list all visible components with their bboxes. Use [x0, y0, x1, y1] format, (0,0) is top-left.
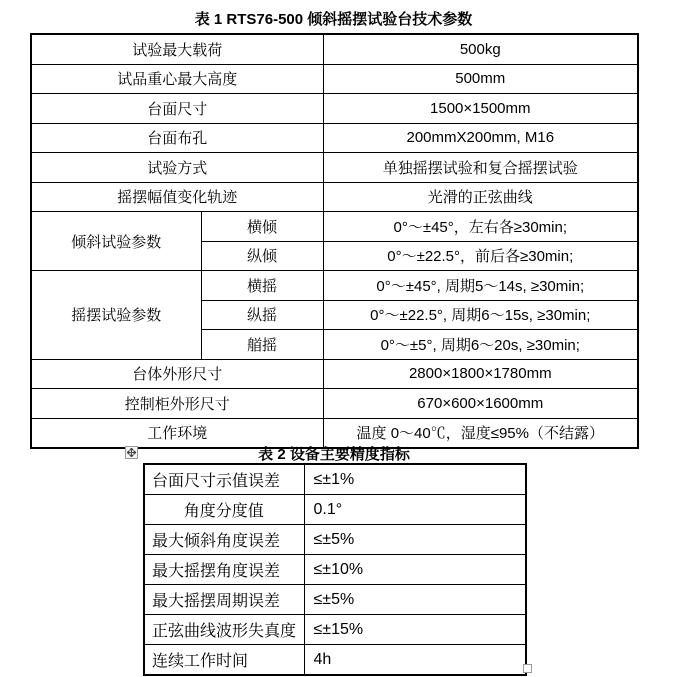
- indicator-value-cell: ≤±5%: [304, 585, 526, 615]
- table-row: [31, 389, 638, 419]
- param-group-cell: 倾斜试验参数: [31, 212, 201, 271]
- indicator-label-cell: 台面尺寸示值误差: [144, 464, 304, 495]
- param-value-cell: 1500×1500mm: [323, 94, 638, 124]
- table-row: [31, 94, 638, 124]
- table2-title: 表 2 设备主要精度指标: [258, 446, 410, 463]
- technical-parameters-table: [30, 33, 639, 449]
- param-label-cell: 摇摆幅值变化轨迹: [31, 182, 323, 212]
- table-row: [31, 34, 638, 64]
- param-label-cell: 试验最大载荷: [31, 34, 323, 64]
- table-row: [144, 585, 526, 615]
- param-label-cell: 台体外形尺寸: [31, 359, 323, 389]
- table-row: [31, 182, 638, 212]
- indicator-label-cell: 最大倾斜角度误差: [144, 525, 304, 555]
- table-row: [144, 615, 526, 645]
- table-row: [31, 123, 638, 153]
- param-value-cell: 温度 0～40℃，湿度≤95%（不结露）: [323, 418, 638, 448]
- sub-param-cell: 横摇: [201, 271, 323, 301]
- indicator-label-cell: 最大摇摆角度误差: [144, 555, 304, 585]
- indicator-label-cell: 角度分度值: [144, 495, 304, 525]
- table-row: [31, 153, 638, 183]
- indicator-value-cell: 0.1°: [304, 495, 526, 525]
- param-value-cell: 2800×1800×1780mm: [323, 359, 638, 389]
- table-row: [144, 464, 526, 495]
- table-row: [31, 64, 638, 94]
- sub-param-cell: 纵倾: [201, 241, 323, 271]
- sub-param-cell: 横倾: [201, 212, 323, 242]
- table-row: [31, 271, 638, 301]
- table-row: [144, 555, 526, 585]
- param-value-cell: 0°～±45°，左右各≥30min;: [323, 212, 638, 242]
- indicator-value-cell: ≤±5%: [304, 525, 526, 555]
- sub-param-cell: 纵摇: [201, 300, 323, 330]
- indicator-value-cell: ≤±1%: [304, 464, 526, 495]
- indicator-value-cell: ≤±10%: [304, 555, 526, 585]
- param-label-cell: 工作环境: [31, 418, 323, 448]
- table-row: [144, 645, 526, 676]
- param-value-cell: 200mmX200mm, M16: [323, 123, 638, 153]
- four-arrow-move-icon: [127, 448, 136, 457]
- indicator-value-cell: ≤±15%: [304, 615, 526, 645]
- table-row: [31, 359, 638, 389]
- table-row: [31, 212, 638, 242]
- param-label-cell: 台面尺寸: [31, 94, 323, 124]
- table1-title: 表 1 RTS76-500 倾斜摇摆试验台技术参数: [194, 11, 473, 28]
- param-value-cell: 500kg: [323, 34, 638, 64]
- param-value-cell: 光滑的正弦曲线: [323, 182, 638, 212]
- indicator-value-cell: 4h: [304, 645, 526, 676]
- indicator-label-cell: 连续工作时间: [144, 645, 304, 676]
- param-label-cell: 试品重心最大高度: [31, 64, 323, 94]
- param-value-cell: 0°～±5°, 周期6～20s, ≥30min;: [323, 330, 638, 360]
- param-label-cell: 控制柜外形尺寸: [31, 389, 323, 419]
- indicator-label-cell: 最大摇摆周期误差: [144, 585, 304, 615]
- param-group-cell: 摇摆试验参数: [31, 271, 201, 360]
- param-label-cell: 试验方式: [31, 153, 323, 183]
- param-value-cell: 0°～±45°, 周期5～14s, ≥30min;: [323, 271, 638, 301]
- table-resize-handle[interactable]: [523, 664, 532, 673]
- param-label-cell: 台面布孔: [31, 123, 323, 153]
- param-value-cell: 500mm: [323, 64, 638, 94]
- param-value-cell: 0°～±22.5°，前后各≥30min;: [323, 241, 638, 271]
- param-value-cell: 0°～±22.5°, 周期6～15s, ≥30min;: [323, 300, 638, 330]
- table-row: [144, 525, 526, 555]
- sub-param-cell: 艏摇: [201, 330, 323, 360]
- param-value-cell: 单独摇摆试验和复合摇摆试验: [323, 153, 638, 183]
- indicator-label-cell: 正弦曲线波形失真度: [144, 615, 304, 645]
- param-value-cell: 670×600×1600mm: [323, 389, 638, 419]
- table-row: [144, 495, 526, 525]
- accuracy-indicators-table: [143, 463, 527, 676]
- table-move-handle[interactable]: [125, 446, 138, 459]
